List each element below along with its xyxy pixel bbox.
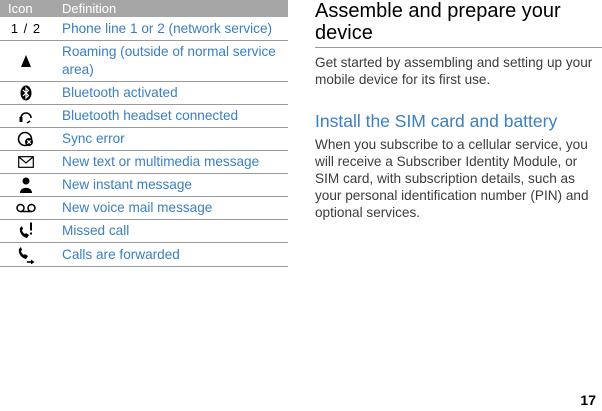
table-row [0,128,288,151]
row-definition: Missed call [62,223,130,238]
intro-paragraph: Get started by assembling and setting up your mobile device for its first use. [315,55,593,87]
content-column [315,0,602,221]
voicemail-icon [0,197,52,219]
table-header [0,0,288,17]
row-definition: Bluetooth headset connected [62,108,239,123]
row-definition: New text or multimedia message [62,154,260,169]
bluetooth-icon [0,82,52,104]
page-number: 17 [580,392,596,408]
row-definition: New instant message [62,177,192,192]
page-title: Assemble and prepare your device [315,0,561,44]
body-paragraph: When you subscribe to a cellular service, you will receive a Subscriber Identity Module, or SIM card, with subscription details, such as your personal identification number (PIN) and optional services. [315,137,589,220]
table-row [0,174,288,197]
table-row [0,243,288,267]
table-row [0,105,288,128]
row-definition: Bluetooth activated [62,85,178,100]
table-row [0,41,288,82]
row-definition: Roaming (outside of normal service area) [62,44,276,77]
header-icon-label: Icon [8,1,33,16]
table-row [0,17,288,41]
row-definition: New voice mail message [62,200,213,215]
headset-icon [0,105,52,127]
sync-error-icon [0,128,52,150]
phone-line-text-icon: 1 / 2 [10,21,42,36]
envelope-icon [0,151,52,173]
row-definition: Calls are forwarded [62,246,180,262]
table-row [0,151,288,174]
forward-call-icon [0,243,52,266]
section-subheading: Install the SIM card and battery [315,111,558,131]
title-divider [315,47,602,48]
missed-call-icon [0,220,52,242]
header-definition-label: Definition [62,1,117,16]
table-row [0,197,288,220]
row-definition: Phone line 1 or 2 (network service) [62,20,273,36]
table-row [0,220,288,243]
roaming-icon [0,41,52,81]
person-icon [0,174,52,196]
table-row [0,82,288,105]
icon-definition-table [0,0,288,267]
row-definition: Sync error [62,131,125,146]
